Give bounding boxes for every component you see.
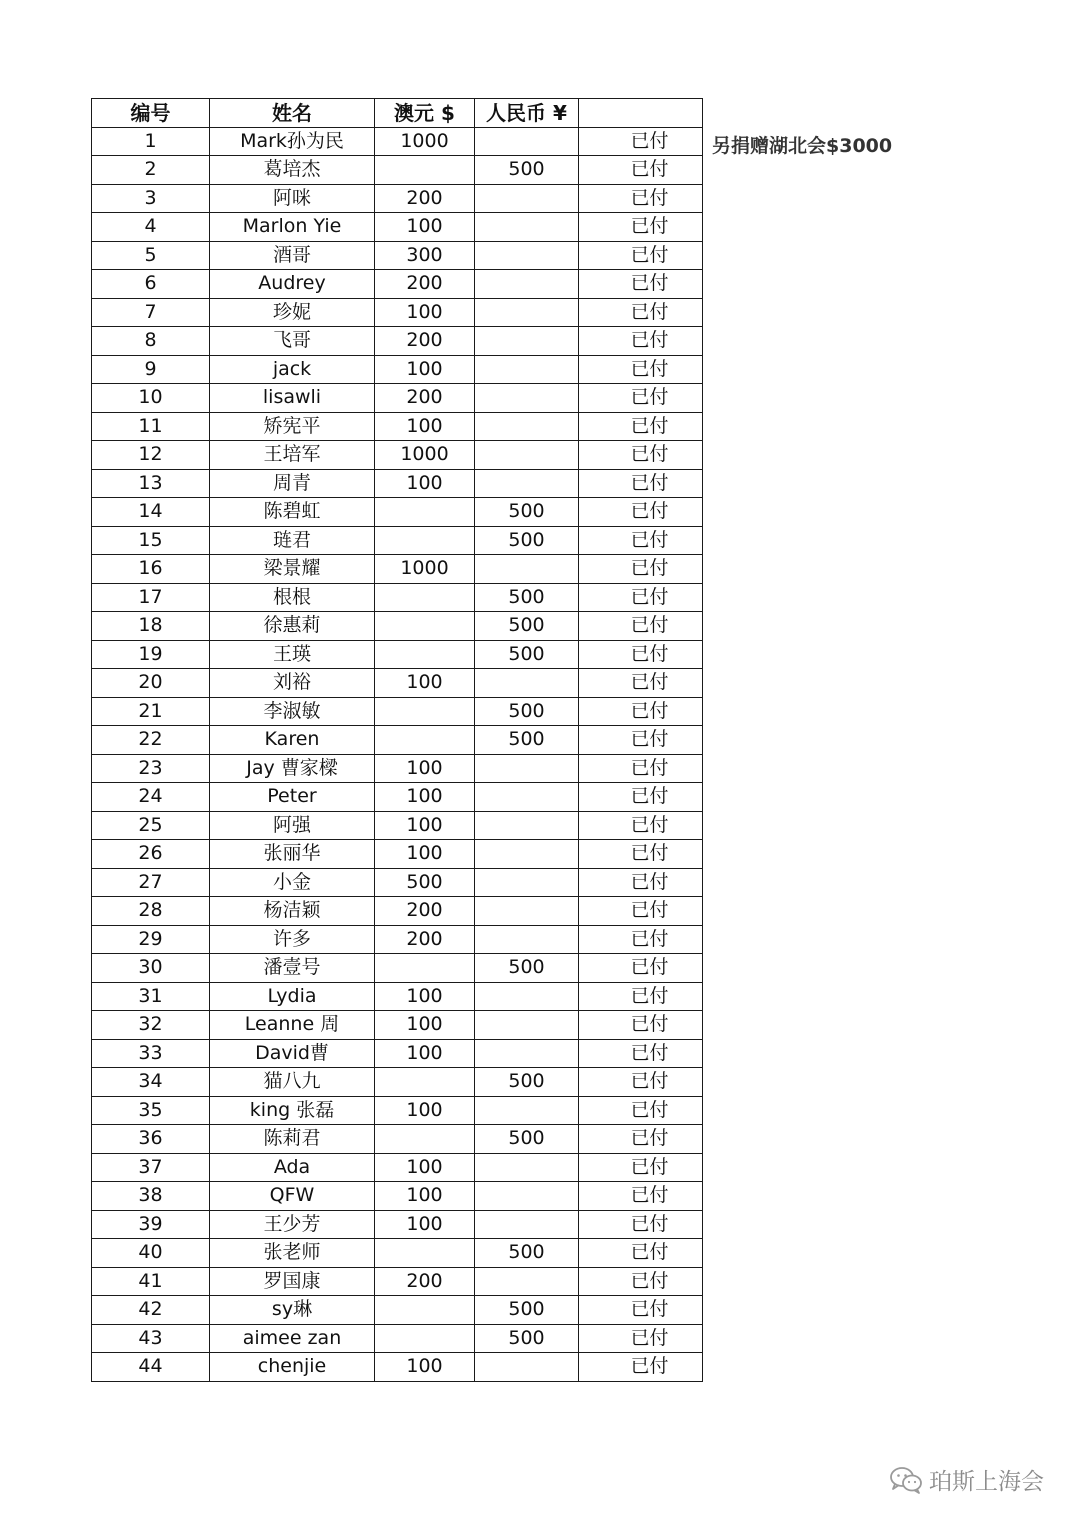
cell-aud (375, 697, 475, 726)
cell-number: 31 (92, 982, 210, 1011)
cell-aud (375, 640, 475, 669)
cell-name: 罗国康 (210, 1267, 375, 1296)
header-status (579, 99, 703, 128)
cell-number: 18 (92, 612, 210, 641)
cell-name: 根根 (210, 583, 375, 612)
table-row (92, 469, 703, 498)
cell-number: 39 (92, 1210, 210, 1239)
cell-rmb: 500 (475, 612, 579, 641)
table-body (92, 127, 703, 1381)
table-row (92, 583, 703, 612)
cell-rmb (475, 754, 579, 783)
cell-rmb (475, 669, 579, 698)
cell-aud: 100 (375, 1210, 475, 1239)
cell-rmb (475, 1096, 579, 1125)
table-row (92, 1353, 703, 1382)
cell-name: 琏君 (210, 526, 375, 555)
cell-aud: 200 (375, 925, 475, 954)
cell-aud: 200 (375, 384, 475, 413)
table-header-row (92, 99, 703, 128)
table-row (92, 441, 703, 470)
cell-status: 已付 (579, 897, 703, 926)
cell-aud: 100 (375, 754, 475, 783)
cell-name: Marlon Yie (210, 213, 375, 242)
table-row (92, 1239, 703, 1268)
table-row (92, 868, 703, 897)
cell-status: 已付 (579, 1039, 703, 1068)
cell-rmb: 500 (475, 1068, 579, 1097)
cell-status: 已付 (579, 754, 703, 783)
cell-number: 2 (92, 156, 210, 185)
cell-rmb (475, 840, 579, 869)
cell-rmb (475, 783, 579, 812)
cell-name: 王瑛 (210, 640, 375, 669)
cell-name: lisawli (210, 384, 375, 413)
cell-number: 41 (92, 1267, 210, 1296)
cell-number: 12 (92, 441, 210, 470)
cell-number: 44 (92, 1353, 210, 1382)
cell-aud: 100 (375, 1153, 475, 1182)
cell-name: 飞哥 (210, 327, 375, 356)
table-row (92, 555, 703, 584)
cell-aud: 100 (375, 1353, 475, 1382)
cell-name: 陈碧虹 (210, 498, 375, 527)
cell-name: Audrey (210, 270, 375, 299)
cell-status: 已付 (579, 1267, 703, 1296)
cell-aud (375, 583, 475, 612)
cell-aud: 1000 (375, 441, 475, 470)
cell-status: 已付 (579, 412, 703, 441)
cell-aud (375, 526, 475, 555)
cell-aud: 100 (375, 840, 475, 869)
cell-rmb (475, 355, 579, 384)
table-row (92, 270, 703, 299)
table-row (92, 612, 703, 641)
cell-rmb (475, 127, 579, 156)
cell-rmb: 500 (475, 1296, 579, 1325)
cell-number: 3 (92, 184, 210, 213)
cell-rmb: 500 (475, 1239, 579, 1268)
cell-aud: 100 (375, 1182, 475, 1211)
cell-status: 已付 (579, 1210, 703, 1239)
cell-aud: 100 (375, 811, 475, 840)
table-row (92, 156, 703, 185)
cell-rmb (475, 811, 579, 840)
cell-status: 已付 (579, 469, 703, 498)
table-row (92, 640, 703, 669)
cell-aud: 200 (375, 270, 475, 299)
cell-number: 29 (92, 925, 210, 954)
header-rmb: 人民币 ¥ (475, 99, 579, 128)
cell-rmb: 500 (475, 526, 579, 555)
cell-name: 许多 (210, 925, 375, 954)
cell-rmb: 500 (475, 583, 579, 612)
cell-rmb (475, 1267, 579, 1296)
cell-aud: 100 (375, 783, 475, 812)
cell-name: 猫八九 (210, 1068, 375, 1097)
cell-aud (375, 1125, 475, 1154)
cell-status: 已付 (579, 1296, 703, 1325)
table-row (92, 1068, 703, 1097)
cell-aud: 100 (375, 355, 475, 384)
cell-name: 周青 (210, 469, 375, 498)
cell-number: 40 (92, 1239, 210, 1268)
cell-rmb: 500 (475, 1324, 579, 1353)
cell-rmb (475, 412, 579, 441)
cell-aud: 1000 (375, 127, 475, 156)
wechat-icon (889, 1465, 923, 1495)
cell-rmb (475, 897, 579, 926)
cell-name: 李淑敏 (210, 697, 375, 726)
cell-rmb (475, 441, 579, 470)
cell-rmb (475, 384, 579, 413)
table-row (92, 213, 703, 242)
cell-status: 已付 (579, 783, 703, 812)
table-row (92, 498, 703, 527)
table-row (92, 1296, 703, 1325)
cell-aud: 200 (375, 184, 475, 213)
cell-name: 矫宪平 (210, 412, 375, 441)
table-row (92, 298, 703, 327)
cell-status: 已付 (579, 555, 703, 584)
cell-rmb (475, 868, 579, 897)
cell-aud: 200 (375, 1267, 475, 1296)
cell-name: 小金 (210, 868, 375, 897)
cell-status: 已付 (579, 1011, 703, 1040)
cell-number: 33 (92, 1039, 210, 1068)
table-row (92, 925, 703, 954)
cell-status: 已付 (579, 1324, 703, 1353)
cell-status: 已付 (579, 840, 703, 869)
cell-number: 34 (92, 1068, 210, 1097)
cell-status: 已付 (579, 127, 703, 156)
header-name: 姓名 (210, 99, 375, 128)
table-row (92, 1039, 703, 1068)
cell-rmb: 500 (475, 498, 579, 527)
table-row (92, 526, 703, 555)
cell-status: 已付 (579, 1153, 703, 1182)
cell-rmb: 500 (475, 954, 579, 983)
cell-status: 已付 (579, 355, 703, 384)
cell-status: 已付 (579, 298, 703, 327)
cell-number: 17 (92, 583, 210, 612)
donation-table (91, 98, 703, 1382)
table-row (92, 897, 703, 926)
table-row (92, 1182, 703, 1211)
table-row (92, 1267, 703, 1296)
cell-status: 已付 (579, 726, 703, 755)
cell-name: 阿强 (210, 811, 375, 840)
cell-aud: 200 (375, 897, 475, 926)
cell-aud (375, 156, 475, 185)
cell-aud: 100 (375, 1039, 475, 1068)
cell-aud: 100 (375, 469, 475, 498)
cell-status: 已付 (579, 526, 703, 555)
cell-number: 1 (92, 127, 210, 156)
cell-number: 4 (92, 213, 210, 242)
cell-aud: 100 (375, 213, 475, 242)
table-row (92, 783, 703, 812)
cell-name: Jay 曹家樑 (210, 754, 375, 783)
cell-number: 24 (92, 783, 210, 812)
cell-status: 已付 (579, 156, 703, 185)
cell-number: 6 (92, 270, 210, 299)
cell-aud (375, 1239, 475, 1268)
cell-number: 42 (92, 1296, 210, 1325)
cell-status: 已付 (579, 925, 703, 954)
table-row (92, 1324, 703, 1353)
cell-number: 28 (92, 897, 210, 926)
table-row (92, 954, 703, 983)
cell-name: jack (210, 355, 375, 384)
cell-rmb (475, 1353, 579, 1382)
cell-number: 36 (92, 1125, 210, 1154)
cell-status: 已付 (579, 954, 703, 983)
cell-number: 30 (92, 954, 210, 983)
cell-aud (375, 498, 475, 527)
cell-status: 已付 (579, 241, 703, 270)
cell-status: 已付 (579, 1125, 703, 1154)
cell-number: 23 (92, 754, 210, 783)
cell-name: king 张磊 (210, 1096, 375, 1125)
cell-name: 阿咪 (210, 184, 375, 213)
cell-status: 已付 (579, 1353, 703, 1382)
cell-number: 16 (92, 555, 210, 584)
cell-aud (375, 612, 475, 641)
cell-name: 张丽华 (210, 840, 375, 869)
cell-number: 37 (92, 1153, 210, 1182)
cell-aud (375, 954, 475, 983)
table-row (92, 184, 703, 213)
cell-number: 43 (92, 1324, 210, 1353)
cell-rmb (475, 925, 579, 954)
cell-status: 已付 (579, 184, 703, 213)
cell-number: 27 (92, 868, 210, 897)
cell-rmb (475, 555, 579, 584)
cell-name: 杨洁颖 (210, 897, 375, 926)
account-watermark (889, 1463, 1044, 1496)
cell-number: 10 (92, 384, 210, 413)
cell-name: QFW (210, 1182, 375, 1211)
cell-status: 已付 (579, 1068, 703, 1097)
cell-aud (375, 726, 475, 755)
cell-status: 已付 (579, 868, 703, 897)
cell-number: 25 (92, 811, 210, 840)
cell-name: sy琳 (210, 1296, 375, 1325)
cell-aud: 100 (375, 1011, 475, 1040)
cell-number: 35 (92, 1096, 210, 1125)
cell-number: 38 (92, 1182, 210, 1211)
cell-aud: 500 (375, 868, 475, 897)
table-row (92, 840, 703, 869)
cell-name: Peter (210, 783, 375, 812)
cell-rmb (475, 982, 579, 1011)
table-row (92, 1011, 703, 1040)
cell-aud (375, 1296, 475, 1325)
cell-rmb (475, 1039, 579, 1068)
cell-status: 已付 (579, 811, 703, 840)
cell-status: 已付 (579, 669, 703, 698)
cell-status: 已付 (579, 384, 703, 413)
cell-status: 已付 (579, 583, 703, 612)
cell-number: 22 (92, 726, 210, 755)
cell-number: 9 (92, 355, 210, 384)
cell-aud: 1000 (375, 555, 475, 584)
table-row (92, 127, 703, 156)
table-row (92, 1153, 703, 1182)
header-aud: 澳元 $ (375, 99, 475, 128)
cell-status: 已付 (579, 327, 703, 356)
cell-rmb (475, 270, 579, 299)
cell-rmb (475, 469, 579, 498)
cell-number: 20 (92, 669, 210, 698)
cell-rmb: 500 (475, 156, 579, 185)
cell-status: 已付 (579, 982, 703, 1011)
cell-name: 葛培杰 (210, 156, 375, 185)
cell-name: Ada (210, 1153, 375, 1182)
cell-name: 陈莉君 (210, 1125, 375, 1154)
table-row (92, 982, 703, 1011)
cell-number: 32 (92, 1011, 210, 1040)
header-number: 编号 (92, 99, 210, 128)
cell-aud: 300 (375, 241, 475, 270)
table-row (92, 669, 703, 698)
cell-number: 15 (92, 526, 210, 555)
extra-donation-note: 另捐赠湖北会$3000 (712, 135, 893, 157)
cell-status: 已付 (579, 1182, 703, 1211)
cell-status: 已付 (579, 1096, 703, 1125)
cell-status: 已付 (579, 612, 703, 641)
cell-name: Lydia (210, 982, 375, 1011)
cell-aud: 100 (375, 982, 475, 1011)
cell-aud (375, 1068, 475, 1097)
table-row (92, 1125, 703, 1154)
cell-rmb (475, 241, 579, 270)
cell-status: 已付 (579, 498, 703, 527)
cell-name: Mark孙为民 (210, 127, 375, 156)
cell-rmb (475, 298, 579, 327)
table-row (92, 327, 703, 356)
cell-number: 11 (92, 412, 210, 441)
cell-number: 13 (92, 469, 210, 498)
cell-rmb: 500 (475, 1125, 579, 1154)
cell-name: 珍妮 (210, 298, 375, 327)
cell-number: 21 (92, 697, 210, 726)
cell-name: 刘裕 (210, 669, 375, 698)
cell-status: 已付 (579, 640, 703, 669)
cell-rmb: 500 (475, 640, 579, 669)
cell-number: 14 (92, 498, 210, 527)
cell-aud (375, 1324, 475, 1353)
table-row (92, 811, 703, 840)
cell-number: 26 (92, 840, 210, 869)
cell-number: 7 (92, 298, 210, 327)
cell-rmb (475, 1210, 579, 1239)
table-row (92, 754, 703, 783)
cell-rmb (475, 213, 579, 242)
cell-name: 酒哥 (210, 241, 375, 270)
cell-aud: 200 (375, 327, 475, 356)
cell-status: 已付 (579, 1239, 703, 1268)
cell-status: 已付 (579, 270, 703, 299)
cell-status: 已付 (579, 213, 703, 242)
cell-number: 19 (92, 640, 210, 669)
cell-name: 徐惠莉 (210, 612, 375, 641)
cell-name: 张老师 (210, 1239, 375, 1268)
cell-name: 潘壹号 (210, 954, 375, 983)
table-row (92, 412, 703, 441)
table-row (92, 241, 703, 270)
cell-rmb (475, 1182, 579, 1211)
cell-name: Leanne 周 (210, 1011, 375, 1040)
cell-status: 已付 (579, 441, 703, 470)
table-row (92, 1096, 703, 1125)
cell-aud: 100 (375, 1096, 475, 1125)
cell-rmb (475, 1011, 579, 1040)
cell-rmb (475, 184, 579, 213)
watermark-text: 珀斯上海会 (929, 1469, 1044, 1495)
table-row (92, 355, 703, 384)
cell-aud: 100 (375, 298, 475, 327)
cell-rmb: 500 (475, 697, 579, 726)
cell-name: 王少芳 (210, 1210, 375, 1239)
table-row (92, 384, 703, 413)
cell-number: 5 (92, 241, 210, 270)
cell-rmb (475, 1153, 579, 1182)
cell-rmb (475, 327, 579, 356)
cell-aud: 100 (375, 669, 475, 698)
cell-name: Karen (210, 726, 375, 755)
cell-aud: 100 (375, 412, 475, 441)
cell-name: aimee zan (210, 1324, 375, 1353)
table-row (92, 697, 703, 726)
cell-name: David曹 (210, 1039, 375, 1068)
cell-name: 梁景耀 (210, 555, 375, 584)
cell-status: 已付 (579, 697, 703, 726)
cell-number: 8 (92, 327, 210, 356)
cell-rmb: 500 (475, 726, 579, 755)
cell-name: 王培军 (210, 441, 375, 470)
table-row (92, 1210, 703, 1239)
cell-name: chenjie (210, 1353, 375, 1382)
table-row (92, 726, 703, 755)
